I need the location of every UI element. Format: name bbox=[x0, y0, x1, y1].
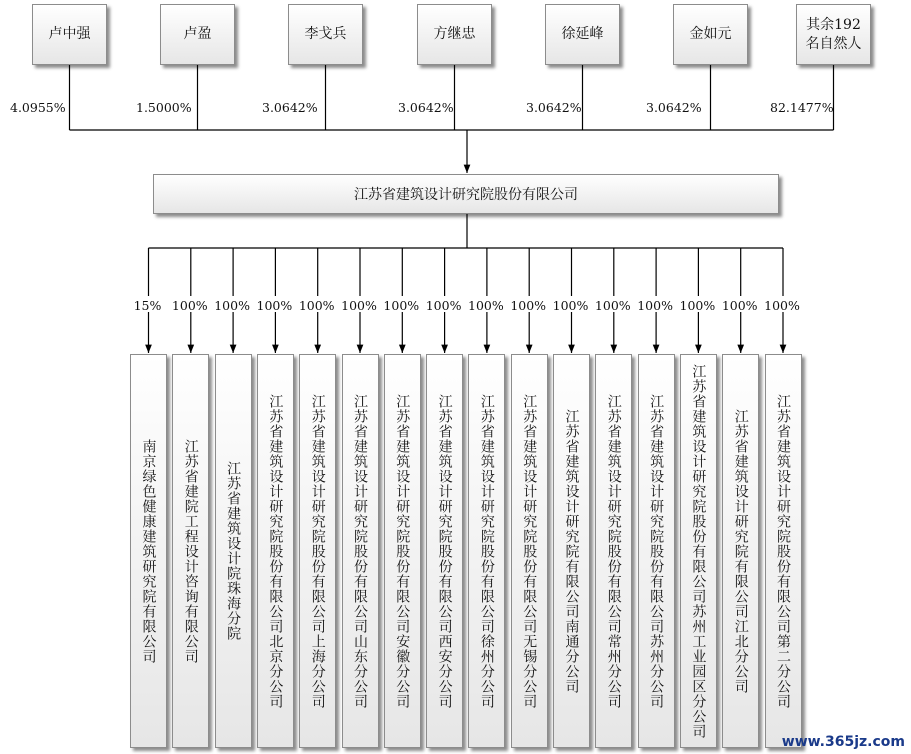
subsidiary-box: 江苏省建筑设计研究院股份有限公司常州分公司 bbox=[595, 354, 632, 748]
shareholder-box: 金如元 bbox=[673, 4, 748, 65]
company-box: 江苏省建筑设计研究院股份有限公司 bbox=[153, 174, 779, 214]
subsidiary-percentage: 100% bbox=[425, 298, 462, 313]
subsidiary-box: 南京绿色健康建筑研究院有限公司 bbox=[130, 354, 167, 748]
subsidiary-box: 江苏省建筑设计研究院股份有限公司安徽分公司 bbox=[384, 354, 421, 748]
subsidiary-percentage: 100% bbox=[256, 298, 293, 313]
subsidiary-percentage: 100% bbox=[594, 298, 631, 313]
shareholder-percentage: 3.0642% bbox=[262, 100, 318, 115]
subsidiary-percentage: 15% bbox=[133, 298, 162, 313]
subsidiary-percentage: 100% bbox=[552, 298, 589, 313]
subsidiary-box: 江苏省建筑设计研究院股份有限公司北京分公司 bbox=[257, 354, 294, 748]
shareholder-percentage: 3.0642% bbox=[526, 100, 582, 115]
subsidiary-percentage: 100% bbox=[171, 298, 208, 313]
subsidiary-percentage: 100% bbox=[637, 298, 673, 313]
shareholder-box: 徐延峰 bbox=[545, 4, 620, 65]
shareholder-box: 其余192名自然人 bbox=[796, 4, 871, 65]
subsidiary-box: 江苏省建筑设计研究院有限公司南通分公司 bbox=[553, 354, 590, 748]
shareholder-percentage: 4.0955% bbox=[10, 100, 66, 115]
subsidiary-percentage: 100% bbox=[383, 298, 420, 313]
subsidiary-box: 江苏省建筑设计研究院股份有限公司无锡分公司 bbox=[511, 354, 548, 748]
shareholder-percentage: 3.0642% bbox=[646, 100, 702, 115]
shareholder-box: 李戈兵 bbox=[288, 4, 363, 65]
shareholder-percentage: 1.5000% bbox=[136, 100, 192, 115]
subsidiary-box: 江苏省建筑设计研究院股份有限公司第二分公司 bbox=[765, 354, 802, 748]
subsidiary-percentage: 100% bbox=[341, 298, 377, 313]
subsidiary-box: 江苏省建筑设计研究院股份有限公司山东分公司 bbox=[342, 354, 379, 748]
shareholder-box: 卢中强 bbox=[32, 4, 107, 65]
subsidiary-percentage: 100% bbox=[679, 298, 716, 313]
subsidiary-box: 江苏省建院工程设计咨询有限公司 bbox=[172, 354, 209, 748]
subsidiary-percentage: 100% bbox=[510, 298, 547, 313]
subsidiary-box: 江苏省建筑设计研究院股份有限公司上海分公司 bbox=[299, 354, 336, 748]
subsidiary-box: 江苏省建筑设计研究院股份有限公司苏州分公司 bbox=[638, 354, 675, 748]
subsidiary-percentage: 100% bbox=[764, 298, 800, 313]
subsidiary-percentage: 100% bbox=[721, 298, 758, 313]
subsidiary-percentage: 100% bbox=[214, 298, 250, 313]
watermark-text: www.365jz.com bbox=[781, 734, 905, 750]
shareholder-percentage: 3.0642% bbox=[398, 100, 454, 115]
subsidiary-percentage: 100% bbox=[468, 298, 504, 313]
subsidiary-box: 江苏省建筑设计院珠海分院 bbox=[215, 354, 252, 748]
subsidiary-box: 江苏省建筑设计研究院股份有限公司徐州分公司 bbox=[468, 354, 505, 748]
subsidiary-box: 江苏省建筑设计研究院股份有限公司西安分公司 bbox=[426, 354, 463, 748]
shareholder-percentage: 82.1477% bbox=[770, 100, 834, 115]
shareholder-box: 卢盈 bbox=[160, 4, 235, 65]
subsidiary-percentage: 100% bbox=[298, 298, 335, 313]
subsidiary-box: 江苏省建筑设计研究院股份有限公司苏州工业园区分公司 bbox=[680, 354, 717, 748]
shareholder-box: 方继忠 bbox=[417, 4, 492, 65]
subsidiary-box: 江苏省建筑设计研究院有限公司江北分公司 bbox=[722, 354, 759, 748]
